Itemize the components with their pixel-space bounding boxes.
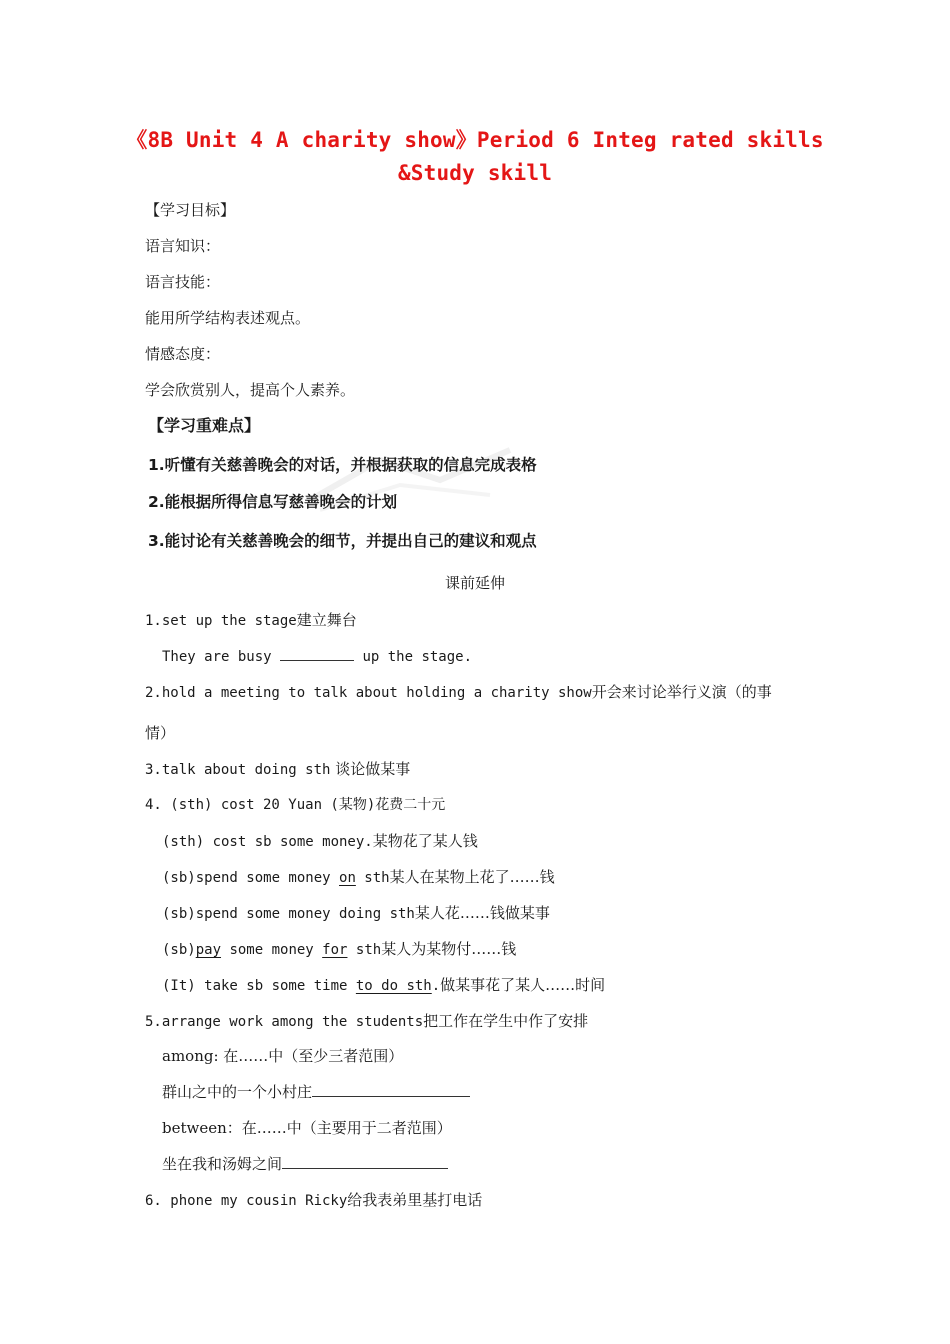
underlined-word: for <box>322 942 348 958</box>
translation-exercise <box>162 1081 470 1103</box>
vocab-item-4: 4. (sth) cost 20 Yuan (某物)花费二十元 <box>145 797 446 813</box>
phrase-cn: 开会来讨论举行义演（的事 <box>591 683 772 701</box>
phrase-en: 6. phone my cousin Ricky <box>145 1193 348 1209</box>
exercise-prompt: 坐在我和汤姆之间 <box>162 1155 283 1173</box>
vocab-item-5 <box>145 1010 588 1033</box>
between-explanation: between：在……中（主要用于二者范围） <box>162 1119 452 1137</box>
usage-en: . <box>431 978 441 994</box>
objectives-heading: 【学习目标】 <box>145 201 236 219</box>
attitude-label: 情感态度： <box>145 345 221 363</box>
phrase-cn: 谈论做某事 <box>330 760 411 778</box>
usage-cn: 某物花了某人钱 <box>372 832 478 850</box>
usage-en: sth <box>355 870 390 886</box>
usage-en: (It) take sb some time <box>162 978 356 994</box>
phrase-en: 2.hold a meeting to talk about holding a charity show <box>145 685 592 701</box>
vocab-item-3 <box>145 758 410 781</box>
translation-exercise <box>162 1153 448 1175</box>
vocab-item-2 <box>145 681 772 704</box>
vocab-item-6 <box>145 1189 482 1212</box>
phrase-cn: 把工作在学生中作了安排 <box>423 1012 589 1030</box>
usage-line <box>162 830 478 853</box>
vocab-item-1 <box>145 609 357 632</box>
fill-in-blank[interactable] <box>280 646 354 661</box>
usage-cn: 某人为某物付……钱 <box>381 940 517 958</box>
phrase-cn-continued: 情） <box>145 724 176 742</box>
usage-en: (sb)spend some money <box>162 870 340 886</box>
language-knowledge-label: 语言知识： <box>145 237 221 255</box>
key-point-item: 2.能根据所得信息写慈善晚会的计划 <box>148 493 398 511</box>
usage-line <box>162 866 555 889</box>
among-explanation: among: 在……中（至少三者范围） <box>162 1047 404 1065</box>
phrase-en: 3.talk about doing sth <box>145 762 331 778</box>
key-point-item: 3.能讨论有关慈善晚会的细节，并提出自己的建议和观点 <box>148 532 537 550</box>
usage-en: (sb)spend some money doing sth <box>162 906 415 922</box>
usage-en: (sth) cost sb some money. <box>162 834 373 850</box>
document-title-line2: &Study skill <box>397 161 553 185</box>
fill-in-blank[interactable] <box>282 1154 448 1169</box>
usage-en: some money <box>221 942 323 958</box>
underlined-word: on <box>339 870 356 886</box>
language-skill-label: 语言技能： <box>145 273 221 291</box>
phrase-cn: 建立舞台 <box>296 611 357 629</box>
language-skill-detail: 能用所学结构表述观点。 <box>145 309 311 327</box>
usage-line <box>162 974 605 997</box>
phrase-cn: 给我表弟里基打电话 <box>347 1191 483 1209</box>
key-point-item: 1.听懂有关慈善晚会的对话，并根据获取的信息完成表格 <box>148 456 537 474</box>
usage-en: sth <box>347 942 382 958</box>
exercise-prompt: 群山之中的一个小村庄 <box>162 1083 313 1101</box>
document-title-line1: 《8B Unit 4 A charity show》Period 6 Integ rated skills <box>126 128 824 152</box>
usage-cn: 做某事花了某人……时间 <box>440 976 606 994</box>
usage-cn: 某人花……钱做某事 <box>414 904 550 922</box>
underlined-word: pay <box>195 942 222 958</box>
section-title: 课前延伸 <box>444 574 505 592</box>
example-text: up the stage. <box>354 649 473 665</box>
phrase-en: 5.arrange work among the students <box>145 1014 424 1030</box>
attitude-detail: 学会欣赏别人，提高个人素养。 <box>145 381 356 399</box>
example-text: They are busy <box>162 649 281 665</box>
underlined-word: to do sth <box>355 978 432 994</box>
example-sentence <box>162 645 472 668</box>
usage-line <box>162 902 550 925</box>
usage-line <box>162 938 516 961</box>
usage-en: (sb) <box>162 942 196 958</box>
usage-cn: 某人在某物上花了……钱 <box>389 868 555 886</box>
key-points-heading: 【学习重难点】 <box>148 416 261 435</box>
fill-in-blank[interactable] <box>312 1082 470 1097</box>
phrase-en: 1.set up the stage <box>145 613 297 629</box>
